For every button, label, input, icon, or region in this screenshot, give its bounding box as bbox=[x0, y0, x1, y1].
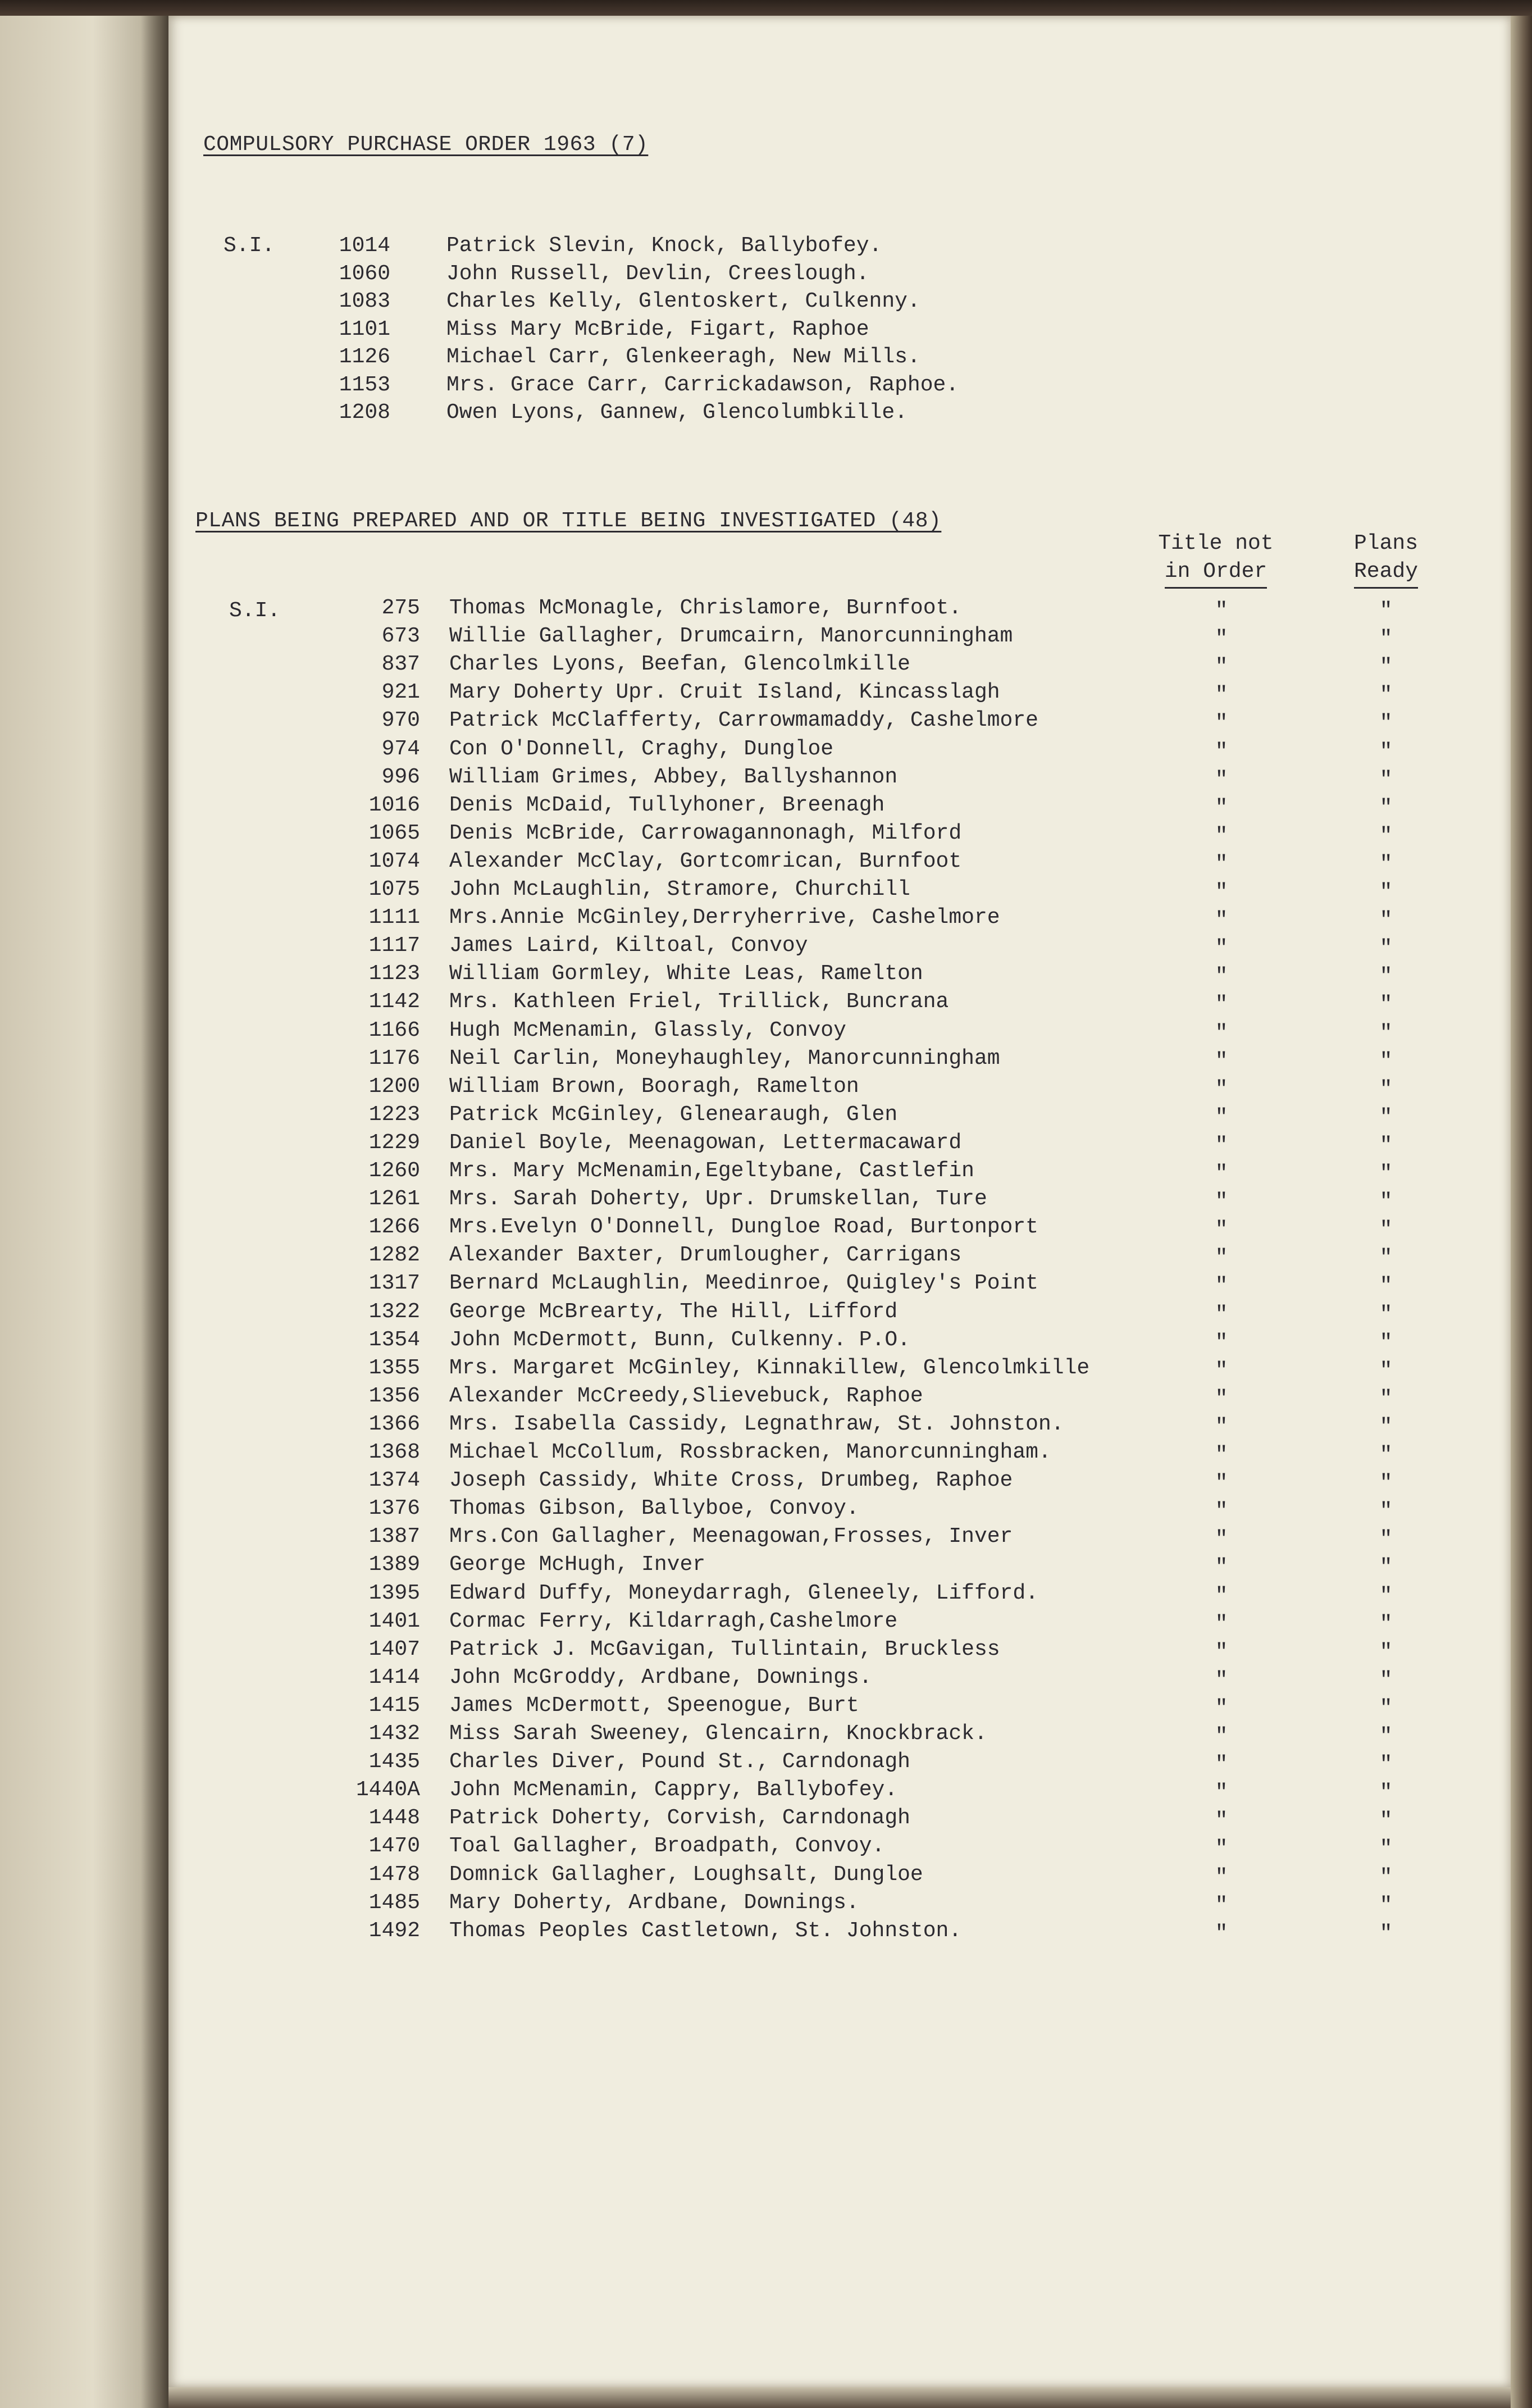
binder-right-edge bbox=[1511, 16, 1532, 2408]
si-number: 1387 bbox=[368, 1524, 420, 1549]
si-number: 1117 bbox=[368, 934, 420, 958]
plans-ready-ditto-mark: " bbox=[1379, 627, 1393, 652]
title-not-in-order-ditto-mark: " bbox=[1215, 1583, 1228, 1608]
si-number: 1229 bbox=[368, 1130, 420, 1155]
column-header-title-line1: Title not bbox=[1158, 531, 1274, 556]
si-number: 275 bbox=[381, 596, 420, 620]
si-number: 1317 bbox=[368, 1271, 420, 1296]
plans-ready-ditto-mark: " bbox=[1379, 683, 1393, 708]
title-not-in-order-ditto-mark: " bbox=[1215, 993, 1228, 1017]
owner-name-address: Mrs. Margaret McGinley, Kinnakillew, Glencolmkille bbox=[449, 1355, 1090, 1380]
si-number: 1260 bbox=[368, 1159, 420, 1183]
si-number: 1176 bbox=[368, 1046, 420, 1071]
si-number: 1208 bbox=[339, 400, 390, 425]
si-number: 1366 bbox=[368, 1412, 420, 1436]
column-header-title-not-in-order bbox=[1148, 530, 1283, 589]
owner-name-address: Hugh McMenamin, Glassly, Convoy bbox=[449, 1018, 846, 1043]
plans-entry-row bbox=[168, 1185, 1511, 1213]
plans-ready-ditto-mark: " bbox=[1379, 1724, 1393, 1749]
cpo-entry-row bbox=[168, 371, 1511, 399]
plans-entry-row bbox=[168, 1410, 1511, 1439]
owner-name-address: Michael McCollum, Rossbracken, Manorcunningham. bbox=[449, 1440, 1051, 1464]
owner-name-address: Mrs.Con Gallagher, Meenagowan,Frosses, Inver bbox=[449, 1524, 1013, 1549]
plans-ready-ditto-mark: " bbox=[1379, 964, 1393, 989]
title-not-in-order-ditto-mark: " bbox=[1215, 1527, 1228, 1552]
cpo-entry-row bbox=[168, 260, 1511, 288]
plans-ready-ditto-mark: " bbox=[1379, 1921, 1393, 1946]
si-number: 1355 bbox=[368, 1355, 420, 1380]
plans-ready-ditto-mark: " bbox=[1379, 1527, 1393, 1552]
plans-ready-ditto-mark: " bbox=[1379, 1696, 1393, 1720]
si-number: 1065 bbox=[368, 821, 420, 845]
plans-entry-row bbox=[168, 1326, 1511, 1354]
plans-ready-ditto-mark: " bbox=[1379, 1499, 1393, 1524]
si-number: 1356 bbox=[368, 1383, 420, 1408]
plans-entry-row bbox=[168, 1692, 1511, 1720]
plans-entry-row bbox=[168, 791, 1511, 820]
title-not-in-order-ditto-mark: " bbox=[1215, 1640, 1228, 1664]
plans-entry-row bbox=[168, 1523, 1511, 1551]
plans-ready-ditto-mark: " bbox=[1379, 1246, 1393, 1271]
plans-ready-ditto-mark: " bbox=[1379, 655, 1393, 680]
owner-name-address: John McLaughlin, Stramore, Churchill bbox=[449, 877, 910, 902]
si-number: 1322 bbox=[368, 1299, 420, 1324]
title-not-in-order-ditto-mark: " bbox=[1215, 823, 1228, 848]
cpo-heading: COMPULSORY PURCHASE ORDER 1963 (7) bbox=[203, 133, 649, 157]
si-number: 1261 bbox=[368, 1187, 420, 1212]
title-not-in-order-ditto-mark: " bbox=[1215, 1162, 1228, 1186]
plans-ready-ditto-mark: " bbox=[1379, 1218, 1393, 1242]
owner-name-address: Willie Gallagher, Drumcairn, Manorcunningham bbox=[449, 624, 1013, 649]
plans-entry-row bbox=[168, 1776, 1511, 1804]
si-number: 1101 bbox=[339, 317, 390, 342]
plans-ready-ditto-mark: " bbox=[1379, 1865, 1393, 1890]
title-not-in-order-ditto-mark: " bbox=[1215, 795, 1228, 820]
plans-ready-ditto-mark: " bbox=[1379, 993, 1393, 1017]
owner-name-address: James McDermott, Speenogue, Burt bbox=[449, 1693, 859, 1718]
title-not-in-order-ditto-mark: " bbox=[1215, 1752, 1228, 1777]
plans-ready-ditto-mark: " bbox=[1379, 880, 1393, 904]
si-number: 1376 bbox=[368, 1496, 420, 1521]
title-not-in-order-ditto-mark: " bbox=[1215, 1809, 1228, 1833]
si-number: 1200 bbox=[368, 1074, 420, 1099]
plans-heading: PLANS BEING PREPARED AND OR TITLE BEING INVESTIGATED (48) bbox=[195, 509, 942, 533]
owner-name-address: Alexander Baxter, Drumlougher, Carrigans bbox=[449, 1243, 962, 1268]
plans-entry-row bbox=[168, 960, 1511, 988]
owner-name-address: Mrs.Annie McGinley,Derryherrive, Cashelmore bbox=[449, 905, 1000, 930]
plans-entry-row bbox=[168, 1213, 1511, 1241]
plans-ready-ditto-mark: " bbox=[1379, 767, 1393, 792]
owner-name-address: Joseph Cassidy, White Cross, Drumbeg, Raphoe bbox=[449, 1468, 1013, 1493]
si-number: 1432 bbox=[368, 1722, 420, 1746]
plans-entry-row bbox=[168, 650, 1511, 679]
si-number: 1060 bbox=[339, 261, 390, 286]
title-not-in-order-ditto-mark: " bbox=[1215, 1386, 1228, 1411]
title-not-in-order-ditto-mark: " bbox=[1215, 852, 1228, 876]
owner-name-address: John McGroddy, Ardbane, Downings. bbox=[449, 1665, 872, 1690]
title-not-in-order-ditto-mark: " bbox=[1215, 1443, 1228, 1467]
plans-ready-ditto-mark: " bbox=[1379, 1133, 1393, 1158]
plans-entry-row bbox=[168, 622, 1511, 650]
owner-name-address: Denis McBride, Carrowagannonagh, Milford bbox=[449, 821, 962, 845]
plans-entry-row bbox=[168, 1017, 1511, 1045]
column-header-title-line2: in Order bbox=[1165, 558, 1267, 589]
si-number: 1415 bbox=[368, 1693, 420, 1718]
title-not-in-order-ditto-mark: " bbox=[1215, 1696, 1228, 1720]
owner-name-address: Domnick Gallagher, Loughsalt, Dungloe bbox=[449, 1862, 923, 1887]
owner-name-address: Edward Duffy, Moneydarragh, Gleneely, Lifford. bbox=[449, 1581, 1038, 1605]
owner-name-address: William Grimes, Abbey, Ballyshannon bbox=[449, 764, 898, 789]
si-number: 1414 bbox=[368, 1665, 420, 1690]
si-number: 1016 bbox=[368, 793, 420, 817]
plans-ready-ditto-mark: " bbox=[1379, 1668, 1393, 1692]
plans-entry-row bbox=[168, 1467, 1511, 1495]
owner-name-address: William Gormley, White Leas, Ramelton bbox=[449, 962, 923, 986]
plans-entry-row bbox=[168, 1157, 1511, 1185]
owner-name-address: Patrick McClafferty, Carrowmamaddy, Cashelmore bbox=[449, 708, 1038, 733]
plans-entry-row bbox=[168, 876, 1511, 904]
plans-entry-row bbox=[168, 1720, 1511, 1748]
owner-name-address: Miss Mary McBride, Figart, Raphoe bbox=[446, 317, 869, 342]
owner-name-address: Miss Sarah Sweeney, Glencairn, Knockbrack. bbox=[449, 1722, 987, 1746]
si-number: 1153 bbox=[339, 372, 390, 397]
title-not-in-order-ditto-mark: " bbox=[1215, 1612, 1228, 1636]
title-not-in-order-ditto-mark: " bbox=[1215, 1274, 1228, 1299]
plans-ready-ditto-mark: " bbox=[1379, 1049, 1393, 1073]
cpo-entry-row bbox=[168, 288, 1511, 316]
owner-name-address: Daniel Boyle, Meenagowan, Lettermacaward bbox=[449, 1130, 962, 1155]
si-number: 1075 bbox=[368, 877, 420, 902]
title-not-in-order-ditto-mark: " bbox=[1215, 1133, 1228, 1158]
owner-name-address: James Laird, Kiltoal, Convoy bbox=[449, 934, 808, 958]
plans-ready-ditto-mark: " bbox=[1379, 1330, 1393, 1355]
title-not-in-order-ditto-mark: " bbox=[1215, 964, 1228, 989]
title-not-in-order-ditto-mark: " bbox=[1215, 767, 1228, 792]
title-not-in-order-ditto-mark: " bbox=[1215, 1555, 1228, 1580]
plans-ready-ditto-mark: " bbox=[1379, 1274, 1393, 1299]
si-number: 996 bbox=[381, 764, 420, 789]
owner-name-address: Charles Lyons, Beefan, Glencolmkille bbox=[449, 652, 910, 677]
si-number: 974 bbox=[381, 736, 420, 761]
plans-entry-row bbox=[168, 1045, 1511, 1073]
plans-ready-ditto-mark: " bbox=[1379, 1837, 1393, 1861]
owner-name-address: Patrick Slevin, Knock, Ballybofey. bbox=[446, 234, 882, 258]
owner-name-address: William Brown, Booragh, Ramelton bbox=[449, 1074, 859, 1099]
title-not-in-order-ditto-mark: " bbox=[1215, 1218, 1228, 1242]
owner-name-address: Patrick J. McGavigan, Tullintain, Bruckless bbox=[449, 1637, 1000, 1662]
si-number: 1435 bbox=[368, 1750, 420, 1774]
title-not-in-order-ditto-mark: " bbox=[1215, 1865, 1228, 1890]
si-number: 1485 bbox=[368, 1890, 420, 1915]
title-not-in-order-ditto-mark: " bbox=[1215, 880, 1228, 904]
owner-name-address: Cormac Ferry, Kildarragh,Cashelmore bbox=[449, 1609, 898, 1633]
si-number: 1401 bbox=[368, 1609, 420, 1633]
owner-name-address: Denis McDaid, Tullyhoner, Breenagh bbox=[449, 793, 885, 817]
binder-top-edge bbox=[0, 0, 1532, 16]
column-header-plans-line1: Plans bbox=[1353, 531, 1419, 556]
plans-ready-ditto-mark: " bbox=[1379, 1583, 1393, 1608]
title-not-in-order-ditto-mark: " bbox=[1215, 1049, 1228, 1073]
plans-entry-row bbox=[168, 988, 1511, 1016]
si-number: 1266 bbox=[368, 1215, 420, 1240]
plans-entry-row bbox=[168, 1439, 1511, 1467]
plans-entry-row bbox=[168, 594, 1511, 622]
plans-entry-row bbox=[168, 1551, 1511, 1579]
owner-name-address: John Russell, Devlin, Creeslough. bbox=[446, 261, 869, 286]
plans-entry-row bbox=[168, 1495, 1511, 1523]
plans-entry-row bbox=[168, 848, 1511, 876]
si-number: 1354 bbox=[368, 1327, 420, 1352]
owner-name-address: John McDermott, Bunn, Culkenny. P.O. bbox=[449, 1327, 910, 1352]
si-number: 970 bbox=[381, 708, 420, 733]
si-number: 1448 bbox=[368, 1806, 420, 1831]
owner-name-address: Mrs. Kathleen Friel, Trillick, Buncrana bbox=[449, 990, 949, 1014]
cpo-entry-row bbox=[168, 399, 1511, 427]
owner-name-address: George McBrearty, The Hill, Lifford bbox=[449, 1299, 898, 1324]
plans-entry-row bbox=[168, 1889, 1511, 1917]
plans-ready-ditto-mark: " bbox=[1379, 1162, 1393, 1186]
plans-entry-row bbox=[168, 1636, 1511, 1664]
plans-entry-row bbox=[168, 1354, 1511, 1382]
plans-entry-row bbox=[168, 1917, 1511, 1945]
title-not-in-order-ditto-mark: " bbox=[1215, 1499, 1228, 1524]
owner-name-address: Mrs.Evelyn O'Donnell, Dungloe Road, Burtonport bbox=[449, 1215, 1038, 1240]
plans-ready-ditto-mark: " bbox=[1379, 1358, 1393, 1383]
si-number: 1142 bbox=[368, 990, 420, 1014]
title-not-in-order-ditto-mark: " bbox=[1215, 711, 1228, 736]
title-not-in-order-ditto-mark: " bbox=[1215, 1837, 1228, 1861]
owner-name-address: Neil Carlin, Moneyhaughley, Manorcunningham bbox=[449, 1046, 1000, 1071]
title-not-in-order-ditto-mark: " bbox=[1215, 1105, 1228, 1130]
plans-ready-ditto-mark: " bbox=[1379, 1471, 1393, 1496]
cpo-si-label: S.I. bbox=[224, 234, 275, 258]
title-not-in-order-ditto-mark: " bbox=[1215, 1246, 1228, 1271]
title-not-in-order-ditto-mark: " bbox=[1215, 1668, 1228, 1692]
si-number: 921 bbox=[381, 680, 420, 705]
document-page bbox=[168, 16, 1511, 2387]
plans-entry-row bbox=[168, 1269, 1511, 1298]
plans-entry-row bbox=[168, 1861, 1511, 1889]
plans-ready-ditto-mark: " bbox=[1379, 795, 1393, 820]
owner-name-address: Charles Kelly, Glentoskert, Culkenny. bbox=[446, 289, 920, 313]
si-number: 1407 bbox=[368, 1637, 420, 1662]
title-not-in-order-ditto-mark: " bbox=[1215, 739, 1228, 764]
plans-ready-ditto-mark: " bbox=[1379, 1555, 1393, 1580]
owner-name-address: Owen Lyons, Gannew, Glencolumbkille. bbox=[446, 400, 908, 425]
si-number: 673 bbox=[381, 624, 420, 649]
title-not-in-order-ditto-mark: " bbox=[1215, 683, 1228, 708]
owner-name-address: John McMenamin, Cappry, Ballybofey. bbox=[449, 1778, 898, 1802]
si-number: 1123 bbox=[368, 962, 420, 986]
plans-entry-row bbox=[168, 1804, 1511, 1832]
owner-name-address: Patrick Doherty, Corvish, Carndonagh bbox=[449, 1806, 910, 1831]
plans-ready-ditto-mark: " bbox=[1379, 908, 1393, 933]
title-not-in-order-ditto-mark: " bbox=[1215, 936, 1228, 961]
plans-entry-row bbox=[168, 763, 1511, 791]
column-header-plans-ready bbox=[1330, 530, 1442, 589]
si-number: 837 bbox=[381, 652, 420, 677]
owner-name-address: Alexander McCreedy,Slievebuck, Raphoe bbox=[449, 1383, 923, 1408]
plans-ready-ditto-mark: " bbox=[1379, 1612, 1393, 1636]
plans-entry-row bbox=[168, 820, 1511, 848]
plans-ready-ditto-mark: " bbox=[1379, 1190, 1393, 1214]
title-not-in-order-ditto-mark: " bbox=[1215, 1190, 1228, 1214]
owner-name-address: Thomas Peoples Castletown, St. Johnston. bbox=[449, 1918, 962, 1943]
plans-entry-row bbox=[168, 1129, 1511, 1157]
plans-ready-ditto-mark: " bbox=[1379, 739, 1393, 764]
plans-entry-row bbox=[168, 932, 1511, 960]
plans-entry-row bbox=[168, 1579, 1511, 1608]
si-number: 1395 bbox=[368, 1581, 420, 1605]
title-not-in-order-ditto-mark: " bbox=[1215, 1921, 1228, 1946]
plans-ready-ditto-mark: " bbox=[1379, 1414, 1393, 1439]
si-number: 1111 bbox=[368, 905, 420, 930]
title-not-in-order-ditto-mark: " bbox=[1215, 1414, 1228, 1439]
plans-entry-row bbox=[168, 1298, 1511, 1326]
plans-ready-ditto-mark: " bbox=[1379, 1302, 1393, 1327]
plans-entry-row bbox=[168, 1748, 1511, 1776]
title-not-in-order-ditto-mark: " bbox=[1215, 1358, 1228, 1383]
binder-bottom-edge bbox=[168, 2387, 1511, 2408]
faded-stamp bbox=[820, 167, 1005, 218]
plans-entry-row bbox=[168, 707, 1511, 735]
plans-ready-ditto-mark: " bbox=[1379, 936, 1393, 961]
plans-ready-ditto-mark: " bbox=[1379, 823, 1393, 848]
plans-ready-ditto-mark: " bbox=[1379, 1386, 1393, 1411]
si-number: 1223 bbox=[368, 1102, 420, 1127]
plans-ready-ditto-mark: " bbox=[1379, 1021, 1393, 1045]
owner-name-address: Patrick McGinley, Glenearaugh, Glen bbox=[449, 1102, 898, 1127]
owner-name-address: Mary Doherty Upr. Cruit Island, Kincasslagh bbox=[449, 680, 1000, 705]
si-number: 1368 bbox=[368, 1440, 420, 1464]
owner-name-address: Mrs. Grace Carr, Carrickadawson, Raphoe. bbox=[446, 372, 959, 397]
owner-name-address: Con O'Donnell, Craghy, Dungloe bbox=[449, 736, 834, 761]
plans-ready-ditto-mark: " bbox=[1379, 1640, 1393, 1664]
si-number: 1126 bbox=[339, 345, 390, 369]
title-not-in-order-ditto-mark: " bbox=[1215, 627, 1228, 652]
cpo-entry-row bbox=[168, 316, 1511, 344]
si-number: 1282 bbox=[368, 1243, 420, 1268]
si-number: 1470 bbox=[368, 1834, 420, 1859]
owner-name-address: Thomas McMonagle, Chrislamore, Burnfoot. bbox=[449, 596, 962, 620]
title-not-in-order-ditto-mark: " bbox=[1215, 599, 1228, 623]
plans-entry-row bbox=[168, 1382, 1511, 1410]
owner-name-address: Bernard McLaughlin, Meedinroe, Quigley's Point bbox=[449, 1271, 1038, 1296]
plans-si-label: S.I. bbox=[229, 599, 281, 623]
title-not-in-order-ditto-mark: " bbox=[1215, 655, 1228, 680]
owner-name-address: Alexander McClay, Gortcomrican, Burnfoot bbox=[449, 849, 962, 873]
plans-entry-row bbox=[168, 1664, 1511, 1692]
plans-ready-ditto-mark: " bbox=[1379, 1752, 1393, 1777]
si-number: 1374 bbox=[368, 1468, 420, 1493]
si-number: 1492 bbox=[368, 1918, 420, 1943]
si-number: 1014 bbox=[339, 234, 390, 258]
plans-ready-ditto-mark: " bbox=[1379, 1077, 1393, 1101]
plans-entry-row bbox=[168, 1241, 1511, 1269]
si-number: 1083 bbox=[339, 289, 390, 313]
plans-ready-ditto-mark: " bbox=[1379, 1443, 1393, 1467]
plans-entry-row bbox=[168, 1073, 1511, 1101]
owner-name-address: George McHugh, Inver bbox=[449, 1553, 706, 1577]
plans-ready-ditto-mark: " bbox=[1379, 1781, 1393, 1805]
plans-entry-row bbox=[168, 735, 1511, 763]
si-number: 1478 bbox=[368, 1862, 420, 1887]
title-not-in-order-ditto-mark: " bbox=[1215, 1077, 1228, 1101]
plans-ready-ditto-mark: " bbox=[1379, 1105, 1393, 1130]
title-not-in-order-ditto-mark: " bbox=[1215, 1781, 1228, 1805]
si-number: 1440A bbox=[355, 1778, 420, 1802]
cpo-entry-row bbox=[168, 343, 1511, 371]
owner-name-address: Mrs. Isabella Cassidy, Legnathraw, St. Johnston. bbox=[449, 1412, 1064, 1436]
plans-entry-row bbox=[168, 1608, 1511, 1636]
title-not-in-order-ditto-mark: " bbox=[1215, 908, 1228, 933]
plans-ready-ditto-mark: " bbox=[1379, 1809, 1393, 1833]
plans-ready-ditto-mark: " bbox=[1379, 711, 1393, 736]
owner-name-address: Mrs. Sarah Doherty, Upr. Drumskellan, Ture bbox=[449, 1187, 987, 1212]
si-number: 1389 bbox=[368, 1553, 420, 1577]
title-not-in-order-ditto-mark: " bbox=[1215, 1330, 1228, 1355]
title-not-in-order-ditto-mark: " bbox=[1215, 1471, 1228, 1496]
owner-name-address: Charles Diver, Pound St., Carndonagh bbox=[449, 1750, 910, 1774]
plans-ready-ditto-mark: " bbox=[1379, 852, 1393, 876]
owner-name-address: Mary Doherty, Ardbane, Downings. bbox=[449, 1890, 859, 1915]
plans-entry-row bbox=[168, 679, 1511, 707]
title-not-in-order-ditto-mark: " bbox=[1215, 1302, 1228, 1327]
cpo-entry-row bbox=[168, 232, 1511, 260]
title-not-in-order-ditto-mark: " bbox=[1215, 1021, 1228, 1045]
title-not-in-order-ditto-mark: " bbox=[1215, 1893, 1228, 1918]
owner-name-address: Mrs. Mary McMenamin,Egeltybane, Castlefin bbox=[449, 1159, 974, 1183]
title-not-in-order-ditto-mark: " bbox=[1215, 1724, 1228, 1749]
plans-entry-row bbox=[168, 1832, 1511, 1860]
owner-name-address: Michael Carr, Glenkeeragh, New Mills. bbox=[446, 345, 920, 369]
plans-ready-ditto-mark: " bbox=[1379, 599, 1393, 623]
si-number: 1074 bbox=[368, 849, 420, 873]
plans-entry-row bbox=[168, 1101, 1511, 1129]
owner-name-address: Toal Gallagher, Broadpath, Convoy. bbox=[449, 1834, 885, 1859]
column-header-plans-line2: Ready bbox=[1354, 558, 1418, 589]
plans-ready-ditto-mark: " bbox=[1379, 1893, 1393, 1918]
si-number: 1166 bbox=[368, 1018, 420, 1043]
plans-entry-row bbox=[168, 904, 1511, 932]
owner-name-address: Thomas Gibson, Ballyboe, Convoy. bbox=[449, 1496, 859, 1521]
